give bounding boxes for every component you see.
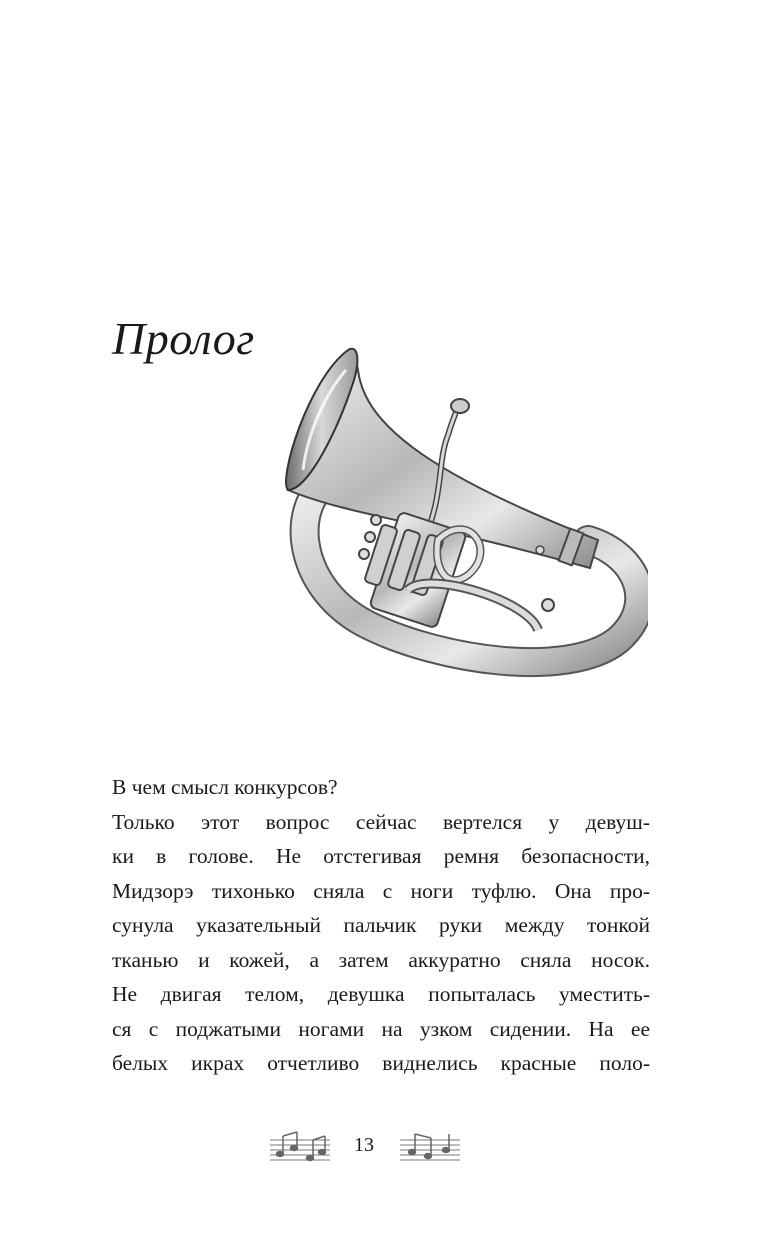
page-number: 13 <box>354 1134 374 1156</box>
text-line: ки в голове. Не отстегивая ремня безопасности, <box>112 844 650 868</box>
text-line: тканью и кожей, а затем аккуратно сняла носок. <box>112 947 650 972</box>
text-line: Не двигая телом, девушка попыталась уместить- <box>112 982 650 1006</box>
text-line: В чем смысл конкурсов? <box>112 775 338 799</box>
text-line: Мидзорэ тихонько сняла с ноги туфлю. Она про- <box>112 878 650 903</box>
chapter-title: Пролог <box>112 313 255 364</box>
text-line: сунула указательный пальчик руки между тонкой <box>112 913 650 937</box>
text-line: белых икрах отчетливо виднелись красные поло- <box>112 1051 650 1075</box>
music-notes-icon <box>268 1128 332 1164</box>
page-footer <box>0 1128 768 1168</box>
euphonium-icon <box>268 340 648 700</box>
text-line: Только этот вопрос сейчас вертелся у девуш- <box>112 809 650 834</box>
body-text <box>112 770 650 1081</box>
music-notes-icon <box>398 1128 462 1164</box>
text-line: ся с поджатыми ногами на узком сидении. На ее <box>112 1016 650 1041</box>
